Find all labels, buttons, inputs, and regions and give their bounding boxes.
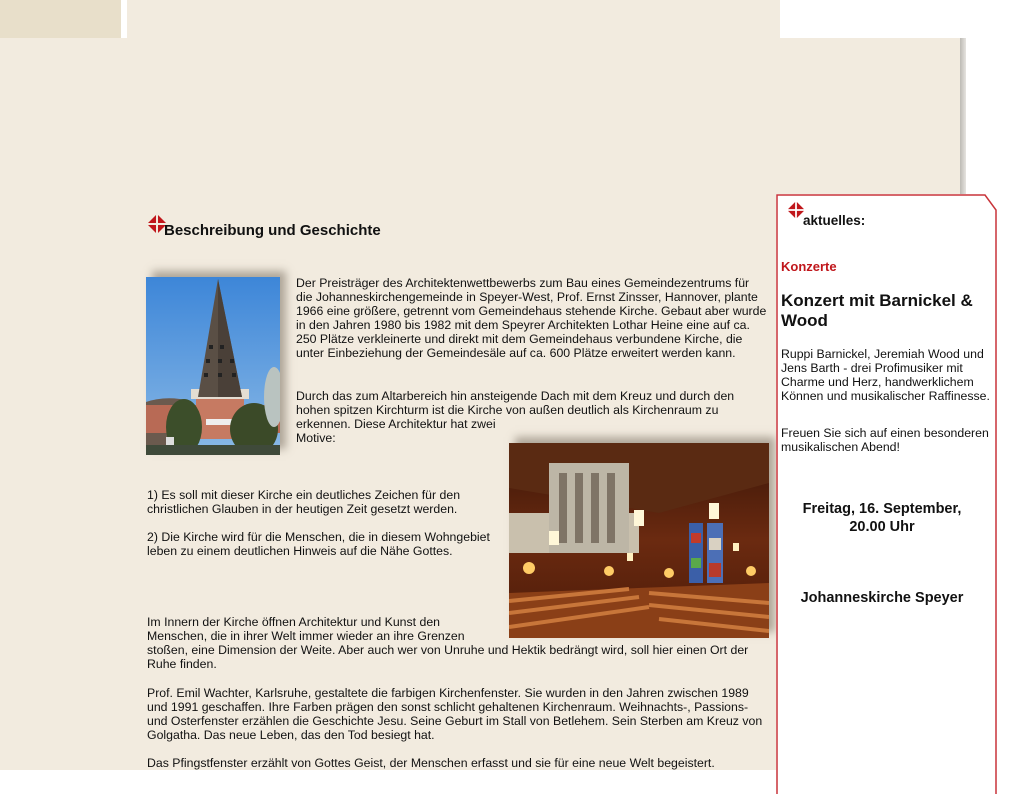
architecture-text: Durch das zum Altarbereich hin ansteigende Dach mit dem Kreuz und durch den hohen spitzen Kirchturm ist die Kirche von außen deutlich als Kirchenraum zu erkennen. Diese Architektur hat zwei	[296, 389, 735, 432]
paragraph-motive-2: 2) Die Kirche wird für die Menschen, die in diesem Wohngebiet leben zu einem deutlichen Hinweis auf die Nähe Gottes.	[147, 530, 490, 559]
news-event-title[interactable]: Konzert mit Barnickel & Wood	[781, 291, 973, 330]
church-interior-image	[509, 443, 769, 638]
motives-label: Motive:	[296, 431, 336, 446]
content-shadow	[960, 38, 966, 194]
news-event-description: Ruppi Barnickel, Jeremiah Wood und Jens Barth - drei Profimusiker mit Charme und Herz, handwerklichem Können und musikalischer Raffinesse.	[781, 347, 990, 404]
paragraph-interior	[147, 615, 767, 671]
sidebar-heading	[788, 202, 866, 228]
news-event-invite: Freuen Sie sich auf einen besonderen musikalischen Abend!	[781, 426, 989, 455]
paragraph-windows: Prof. Emil Wachter, Karlsruhe, gestaltete die farbigen Kirchenfenster. Sie wurden in den Jahren zwischen 1989 und 1991 geschaffen. Ihre Farben prägen den sonst schlicht gehaltenen Kirchenraum. Weihnachts-, Passions- und Osterfenster erzählen die Geschichte Jesu. Seine Geburt im Stall von Betlehem. Sein Sterben am Kreuz von Golgatha. Das neue Leben, das den Tod besiegt hat.	[147, 686, 763, 743]
interior-line-2: Menschen, die in ihrer Welt immer wieder an ihre Grenzen	[147, 629, 465, 644]
event-date-line: Freitag, 16. September,	[802, 501, 962, 517]
paragraph-motive-1: 1) Es soll mit dieser Kirche ein deutliches Zeichen für den christlichen Glauben in der heutigen Zeit gesetzt werden.	[147, 488, 461, 517]
event-time-line: 20.00 Uhr	[849, 519, 915, 535]
section-title: Beschreibung und Geschichte	[164, 222, 381, 239]
sidebar-heading-title: aktuelles:	[803, 213, 866, 228]
news-event-date	[776, 500, 988, 536]
interior-line-1: Im Innern der Kirche öffnen Architektur und Kunst den	[147, 615, 441, 629]
section-heading	[148, 207, 381, 239]
church-tower-image	[146, 277, 280, 455]
paragraph-history: Der Preisträger des Architektenwettbewerbs zum Bau eines Gemeindezentrums für die Johanneskirchengemeinde in Speyer-West, Prof. Ernst Zinsser, Hannover, plante 1966 eine größere, getrennt vom Gemeindehaus stehende Kirche. Gebaut aber wurde in den Jahren 1980 bis 1982 mit dem Speyrer Architekten Lothar Heine eine auf ca. 250 Plätze verkleinerte und direkt mit dem Gemeindehaus verbundene Kirche, die unter Einbeziehung der Gemeindesäle auf ca. 600 Plätze erweitert werden kann.	[296, 276, 767, 361]
paragraph-architecture	[296, 389, 768, 445]
news-sidebar	[776, 194, 996, 794]
news-category-link[interactable]: Konzerte	[781, 259, 837, 274]
news-event-location: Johanneskirche Speyer	[800, 590, 964, 606]
sidebar-border	[776, 194, 998, 794]
paragraph-pentecost: Das Pfingstfenster erzählt von Gottes Geist, der Menschen erfasst und sie für eine neue Welt begeistert.	[147, 756, 715, 770]
header-strip	[127, 0, 780, 38]
header-left-block	[0, 0, 121, 38]
interior-line-3: stoßen, eine Dimension der Weite. Aber auch wer von Unruhe und Hektik bedrängt wird, soll hier einen Ort der Ruhe finden.	[147, 643, 749, 672]
